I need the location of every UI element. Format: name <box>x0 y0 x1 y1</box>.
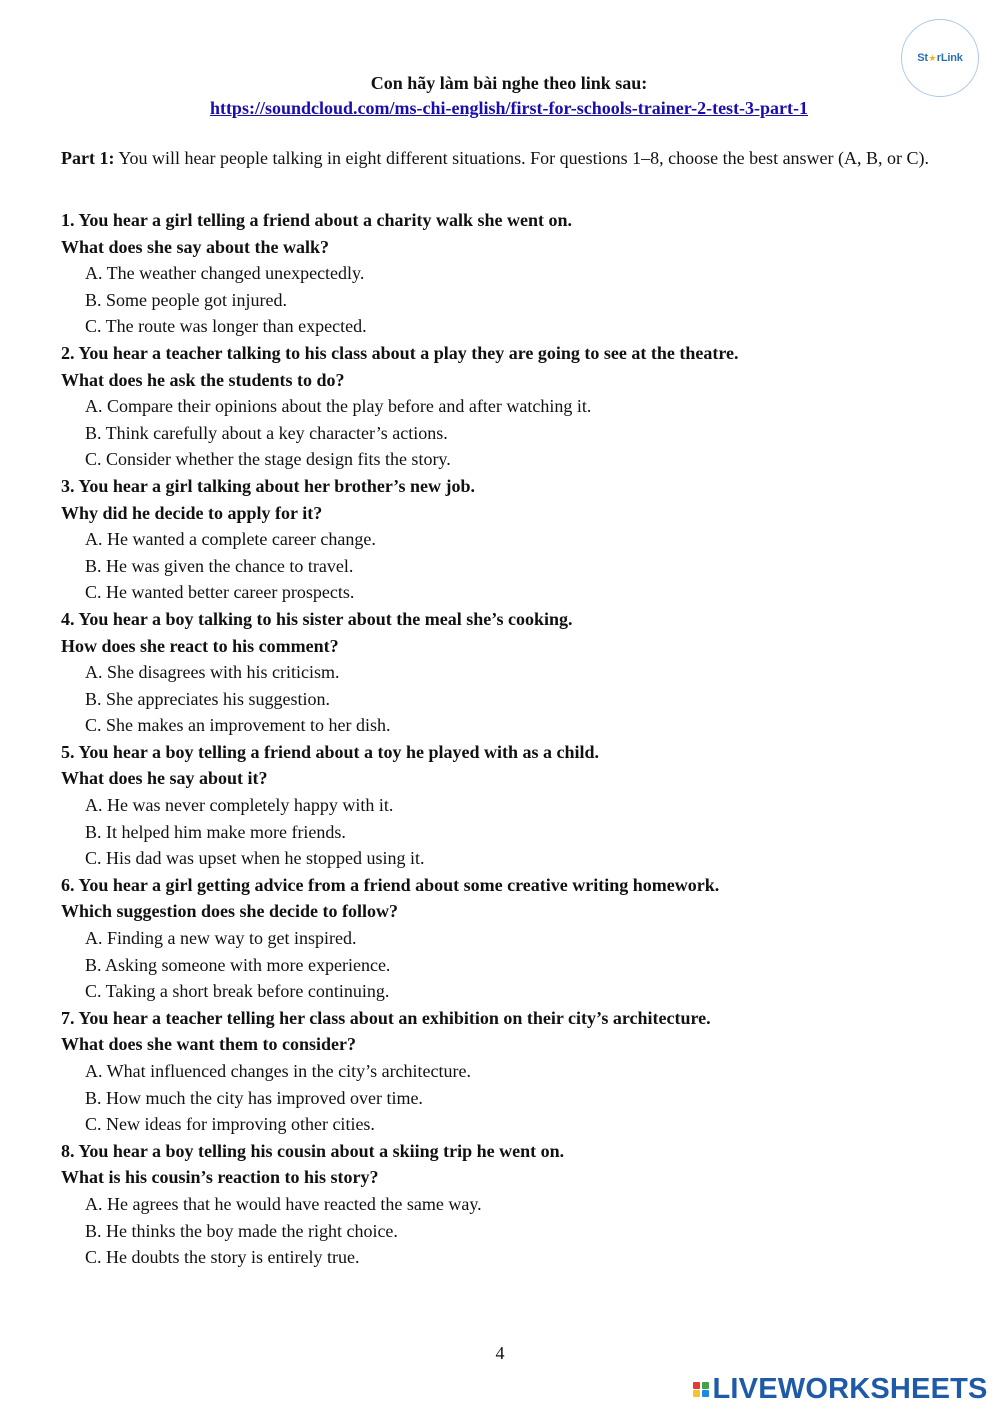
page-title: Con hãy làm bài nghe theo link sau: <box>370 73 648 93</box>
answer-option[interactable]: C. He doubts the story is entirely true. <box>85 1247 360 1268</box>
answer-option[interactable]: C. His dad was upset when he stopped using it. <box>85 848 425 869</box>
question-context: 4. You hear a boy talking to his sister about the meal she’s cooking. <box>61 608 573 629</box>
answer-option[interactable]: B. She appreciates his suggestion. <box>85 688 330 709</box>
brand-text: LIVEWORKSHEETS <box>712 1373 988 1405</box>
question-block <box>61 1138 961 1271</box>
question-context: 7. You hear a teacher telling her class about an exhibition on their city’s architecture. <box>61 1007 711 1028</box>
audio-link[interactable]: https://soundcloud.com/ms-chi-english/first-for-schools-trainer-2-test-3-part-1 <box>209 98 809 118</box>
answer-option[interactable]: B. He thinks the boy made the right choice. <box>85 1220 398 1241</box>
answer-option[interactable]: C. New ideas for improving other cities. <box>85 1114 375 1135</box>
question-context: 5. You hear a boy telling a friend about a toy he played with as a child. <box>61 741 600 762</box>
answer-option[interactable]: B. Some people got injured. <box>85 289 287 310</box>
grid-icon <box>693 1382 709 1398</box>
answer-option[interactable]: B. He was given the chance to travel. <box>85 555 354 576</box>
icon-tile <box>693 1390 700 1397</box>
question-list <box>61 207 961 1271</box>
question-prompt: What does he say about it? <box>61 768 268 789</box>
question-context: 8. You hear a boy telling his cousin about a skiing trip he went on. <box>61 1140 565 1161</box>
question-context: 3. You hear a girl talking about her brother’s new job. <box>61 475 476 496</box>
answer-option[interactable]: A. She disagrees with his criticism. <box>85 662 340 683</box>
audio-link-container <box>0 98 1000 119</box>
answer-option[interactable]: B. Think carefully about a key character’s actions. <box>85 422 448 443</box>
answer-option[interactable]: C. The route was longer than expected. <box>85 316 367 337</box>
answer-option[interactable]: A. The weather changed unexpectedly. <box>85 263 365 284</box>
answer-option[interactable]: B. It helped him make more friends. <box>85 821 346 842</box>
question-prompt: How does she react to his comment? <box>61 635 339 656</box>
answer-option[interactable]: B. Asking someone with more experience. <box>85 954 391 975</box>
instructions-text: You will hear people talking in eight different situations. For questions 1–8, choose the best answer (A, B, or C). <box>114 148 930 168</box>
logo-text-suffix: rLink <box>936 52 963 64</box>
question-block <box>61 606 961 739</box>
question-block <box>61 340 961 473</box>
answer-option[interactable]: A. What influenced changes in the city’s architecture. <box>85 1061 472 1081</box>
question-block <box>61 739 961 872</box>
question-block <box>61 473 961 606</box>
question-context: 6. You hear a girl getting advice from a friend about some creative writing homework. <box>61 874 720 895</box>
question-prompt: Why did he decide to apply for it? <box>61 502 323 523</box>
icon-tile <box>693 1382 700 1389</box>
question-block <box>61 1005 961 1138</box>
star-icon: ★ <box>928 52 937 63</box>
answer-option[interactable]: C. Taking a short break before continuing. <box>85 981 390 1002</box>
answer-option[interactable]: C. She makes an improvement to her dish. <box>85 715 391 736</box>
question-block <box>61 207 961 340</box>
question-prompt: What does she want them to consider? <box>61 1034 356 1055</box>
icon-tile <box>702 1382 709 1389</box>
part-label: Part 1: <box>61 148 115 168</box>
answer-option[interactable]: A. He was never completely happy with it. <box>85 795 394 816</box>
question-block <box>61 872 961 1005</box>
question-prompt: What is his cousin’s reaction to his story? <box>61 1167 379 1188</box>
question-context: 2. You hear a teacher talking to his class about a play they are going to see at the theatre. <box>61 342 739 363</box>
question-context: 1. You hear a girl telling a friend about a charity walk she went on. <box>61 210 573 230</box>
answer-option[interactable]: A. He wanted a complete career change. <box>85 529 376 550</box>
liveworksheets-logo <box>693 1373 988 1406</box>
answer-option[interactable]: A. Compare their opinions about the play before and after watching it. <box>85 396 592 417</box>
answer-option[interactable]: A. Finding a new way to get inspired. <box>85 928 357 949</box>
answer-option[interactable]: A. He agrees that he would have reacted the same way. <box>85 1193 482 1214</box>
instructions <box>61 145 941 171</box>
page-number: 4 <box>495 1343 505 1363</box>
question-prompt: What does she say about the walk? <box>61 236 330 257</box>
answer-option[interactable]: C. He wanted better career prospects. <box>85 582 355 603</box>
icon-tile <box>702 1390 709 1397</box>
answer-option[interactable]: C. Consider whether the stage design fits the story. <box>85 449 451 470</box>
answer-option[interactable]: B. How much the city has improved over time. <box>85 1087 423 1108</box>
logo-text-prefix: St <box>917 52 928 64</box>
question-prompt: What does he ask the students to do? <box>61 369 345 390</box>
question-prompt: Which suggestion does she decide to follow? <box>61 901 399 922</box>
